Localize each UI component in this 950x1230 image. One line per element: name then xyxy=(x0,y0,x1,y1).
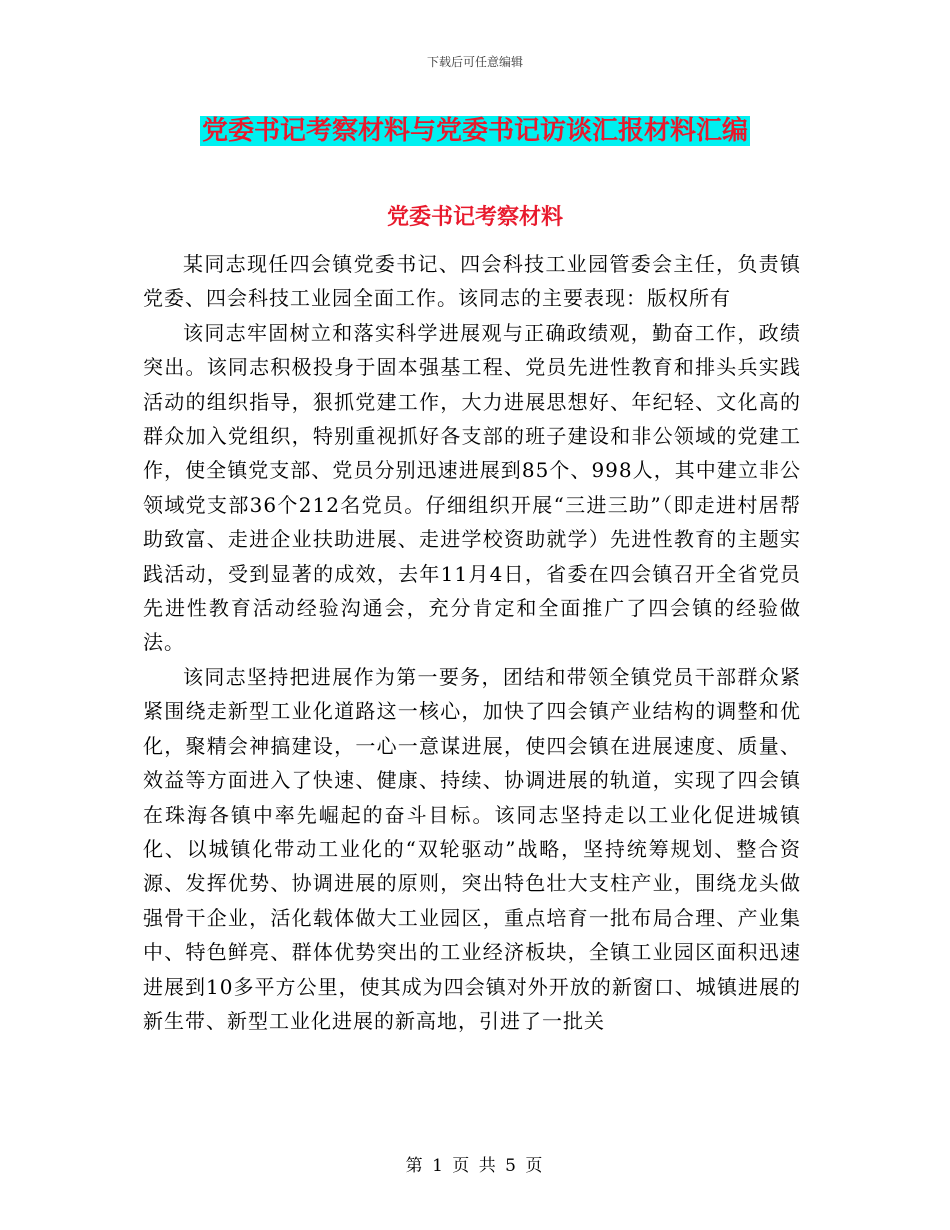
body-paragraph: 某同志现任四会镇党委书记、四会科技工业园管委会主任，负责镇党委、四会科技工业园全面工作。该同志的主要表现：版权所有 xyxy=(143,252,801,311)
document-title-text: 党委书记考察材料与党委书记访谈汇报材料汇编 xyxy=(201,116,748,146)
document-title xyxy=(0,114,950,148)
body-paragraph: 该同志坚持把进展作为第一要务，团结和带领全镇党员干部群众紧紧围绕走新型工业化道路这一核心，加快了四会镇产业结构的调整和优化，聚精会神搞建设，一心一意谋进展，使四会镇在进展速度、质量、效益等方面进入了快速、健康、持续、协调进展的轨道，实现了四会镇在珠海各镇中率先崛起的奋斗目标。该同志坚持走以工业化促进城镇化、以城镇化带动工业化的“双轮驱动”战略，坚持统筹规划、整合资源、发挥优势、协调进展的原则，突出特色壮大支柱产业，围绕龙头做强骨干企业，活化载体做大工业园区，重点培育一批布局合理、产业集中、特色鲜亮、群体优势突出的工业经济板块，全镇工业园区面积迅速进展到10多平方公里，使其成为四会镇对外开放的新窗口、城镇进展的新生带、新型工业化进展的新高地，引进了一批关 xyxy=(143,664,801,1033)
page-header-note: 下载后可任意编辑 xyxy=(426,55,523,69)
section-title: 党委书记考察材料 xyxy=(386,204,563,230)
body-paragraph: 该同志牢固树立和落实科学进展观与正确政绩观，勤奋工作，政绩突出。该同志积极投身于固本强基工程、党员先进性教育和排头兵实践活动的组织指导，狠抓党建工作，大力进展思想好、年纪轻、文化高的群众加入党组织，特别重视抓好各支部的班子建设和非公领域的党建工作，使全镇党支部、党员分别迅速进展到85个、998人，其中建立非公领域党支部36个212名党员。仔细组织开展“三进三助”（即走进村居帮助致富、走进企业扶助进展、走进学校资助就学）先进性教育的主题实践活动，受到显著的成效，去年11月4日，省委在四会镇召开全省党员先进性教育活动经验沟通会，充分肯定和全面推广了四会镇的经验做法。 xyxy=(143,320,801,655)
page-number: 第 1 页 共 5 页 xyxy=(405,1156,545,1176)
document-body xyxy=(143,247,801,1038)
